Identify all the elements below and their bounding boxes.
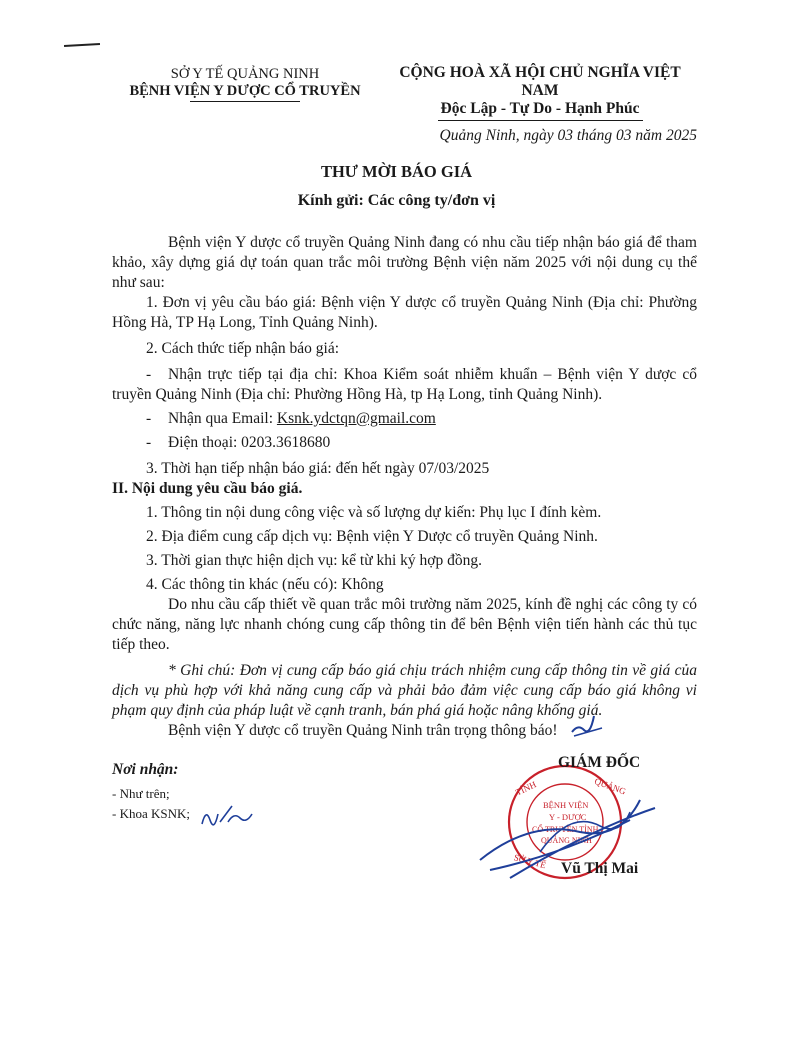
signer-name: Vũ Thị Mai <box>561 860 639 877</box>
section2-item1: 1. Thông tin nội dung công việc và số lượng dự kiến: Phụ lục I đính kèm. <box>146 504 602 521</box>
dash-marker: - <box>146 366 152 383</box>
org-line-2: BỆNH VIỆN Y DƯỢC CỔ TRUYỀN <box>129 83 361 99</box>
date-line: Quảng Ninh, ngày 03 tháng 03 năm 2025 <box>439 127 697 144</box>
ksnk-handwritten-initials <box>198 800 258 830</box>
motto-underline <box>438 120 643 121</box>
issuing-organization <box>110 66 380 102</box>
svg-text:SỞ Y TẾ: SỞ Y TẾ <box>512 852 548 871</box>
bullet-direct <box>112 365 697 405</box>
org-underline <box>190 101 300 102</box>
national-motto <box>380 64 700 121</box>
dash-marker: - <box>146 434 152 451</box>
section1-item1: 1. Đơn vị yêu cầu báo giá: Bệnh viện Y dược cổ truyền Quảng Ninh (Địa chỉ: Phường Hồng Hà, TP Hạ Long, Tỉnh Quảng Ninh). <box>112 294 697 331</box>
email-link[interactable]: Ksnk.ydctqn@gmail.com <box>276 410 436 427</box>
recipients-heading: Nơi nhận: <box>112 761 179 778</box>
letter-body <box>112 233 697 741</box>
initial-tick-mark <box>568 710 608 740</box>
org-line-1: SỞ Y TẾ QUẢNG NINH <box>170 66 320 82</box>
svg-text:CỔ TRUYỀN TỈNH: CỔ TRUYỀN TỈNH <box>532 825 599 834</box>
section1-item3: 3. Thời hạn tiếp nhận báo giá: đến hết ngày 07/03/2025 <box>146 460 490 477</box>
email-label: Nhận qua Email: <box>168 410 277 427</box>
svg-text:Y - DƯỢC: Y - DƯỢC <box>549 812 587 822</box>
nation-line-1: CỘNG HOÀ XÃ HỘI CHỦ NGHĨA VIỆT NAM <box>399 64 681 99</box>
recipient-item: - Như trên; <box>112 786 170 801</box>
closing-paragraph: Do nhu cầu cấp thiết về quan trắc môi trường năm 2025, kính đề nghị các công ty có chức năng, năng lực nhanh chóng cung cấp thông tin để bên Bệnh viện tiến hành các thủ tục tiếp theo. <box>112 596 697 653</box>
recipient-item: - Khoa KSNK; <box>112 806 190 821</box>
section2-heading: II. Nội dung yêu cầu báo giá. <box>112 480 303 497</box>
svg-text:TỈNH: TỈNH <box>514 779 538 798</box>
dash-marker: - <box>146 410 152 427</box>
greeting: Kính gửi: Các công ty/đơn vị <box>297 192 496 209</box>
svg-text:QUẢNG: QUẢNG <box>593 776 628 797</box>
bullet-email <box>112 409 697 429</box>
document-title: THƯ MỜI BÁO GIÁ <box>320 162 473 181</box>
signature-title: GIÁM ĐỐC <box>558 754 641 771</box>
section2-item3: 3. Thời gian thực hiện dịch vụ: kể từ khi ký hợp đồng. <box>146 552 482 569</box>
section2-item4: 4. Các thông tin khác (nếu có): Không <box>146 576 384 593</box>
section1-item2: 2. Cách thức tiếp nhận báo giá: <box>146 340 340 357</box>
intro-paragraph: Bệnh viện Y dược cổ truyền Quảng Ninh đang có nhu cầu tiếp nhận báo giá để tham khảo, xây dựng giá dự toán quan trắc môi trường Bệnh viện năm 2025 với nội dung cụ thể như sau: <box>112 234 697 291</box>
note-paragraph: * Ghi chú: Đơn vị cung cấp báo giá chịu trách nhiệm cung cấp thông tin về giá của dịch vụ phù hợp với khả năng cung cấp và phải bảo đảm việc cung cấp báo giá không vi phạm quy định của pháp luật về cạnh tranh, bán phá giá hoặc nâng khống giá. <box>112 662 697 719</box>
nation-line-2: Độc Lập - Tự Do - Hạnh Phúc <box>440 100 640 117</box>
recipients-block <box>112 760 190 824</box>
svg-text:BỆNH VIỆN: BỆNH VIỆN <box>543 800 589 810</box>
section2-item2: 2. Địa điểm cung cấp dịch vụ: Bệnh viện Y Dược cổ truyền Quảng Ninh. <box>146 528 598 545</box>
scan-mark <box>64 43 100 47</box>
bullet-phone <box>112 433 697 453</box>
final-line: Bệnh viện Y dược cổ truyền Quảng Ninh trân trọng thông báo! <box>168 722 558 739</box>
phone-text: Điện thoại: 0203.3618680 <box>168 434 331 451</box>
bullet-direct-text: Nhận trực tiếp tại địa chỉ: Khoa Kiểm soát nhiễm khuẩn – Bệnh viện Y dược cổ truyền Quảng Ninh (Địa chỉ: Phường Hồng Hà, tp Hạ Long, tỉnh Quảng Ninh). <box>112 366 697 403</box>
svg-text:QUẢNG NINH: QUẢNG NINH <box>541 836 592 845</box>
